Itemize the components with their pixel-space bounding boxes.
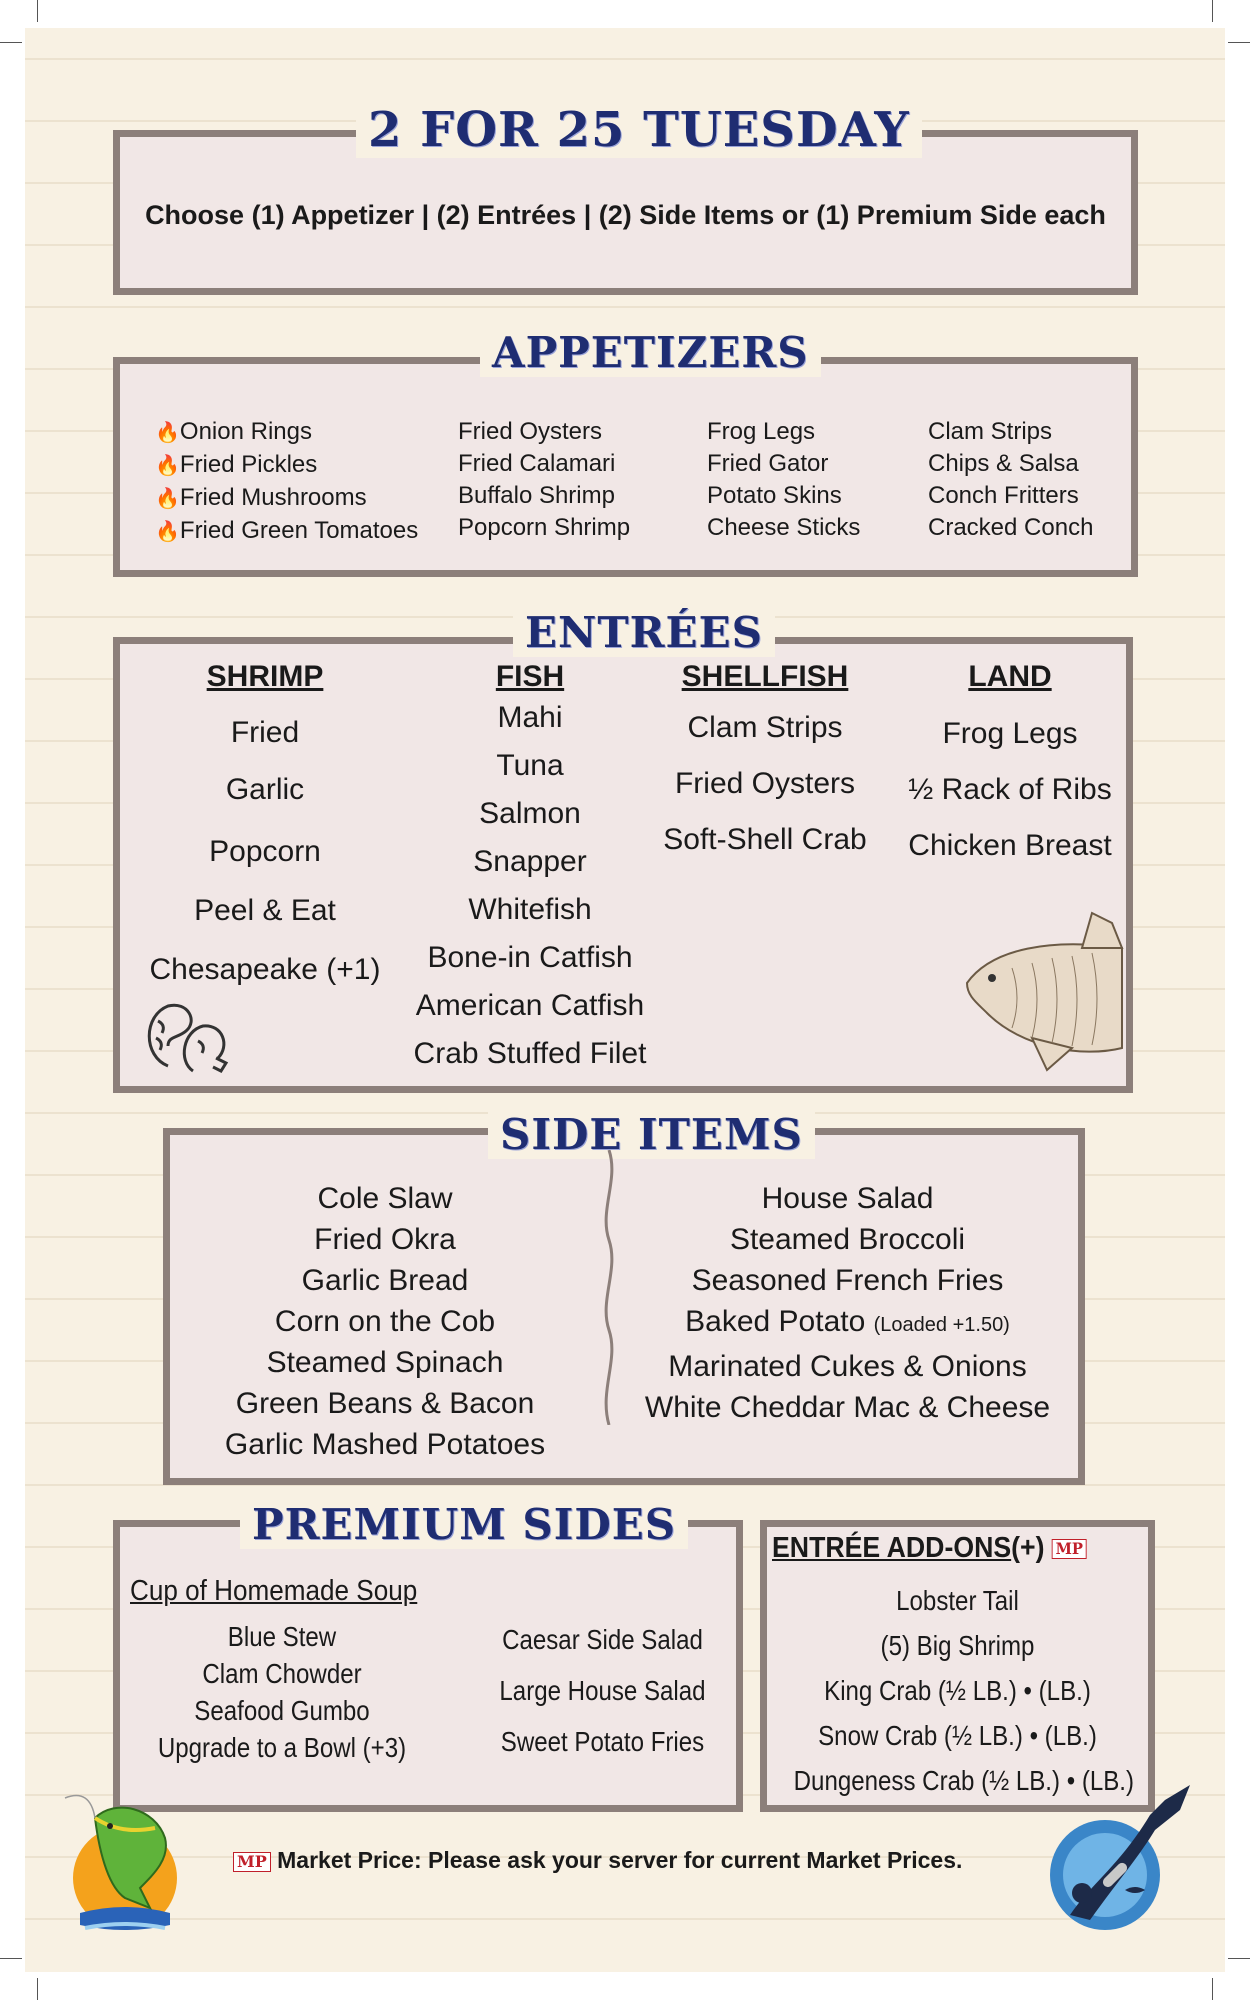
flame-icon: 🔥 <box>155 488 180 510</box>
list-item: Garlic Mashed Potatoes <box>224 1428 546 1461</box>
list-item: Clam Strips <box>687 711 843 744</box>
fish-icon <box>962 908 1127 1073</box>
list-item: Conch Fritters <box>928 482 1079 509</box>
list-item: Dungeness Crab (½ LB.) • (LB.) <box>793 1765 1135 1796</box>
shrimp-header: SHRIMP <box>206 660 324 693</box>
list-item: Crab Stuffed Filet <box>413 1037 647 1070</box>
list-item: Garlic <box>225 773 305 806</box>
list-item: Tuna <box>496 749 564 782</box>
promo-subtitle: Choose (1) Appetizer | (2) Entrées | (2) Side Items or (1) Premium Side each <box>145 200 1106 230</box>
land-header: LAND <box>968 660 1052 693</box>
list-item: Fried Oysters <box>674 767 856 800</box>
appetizers-title: APPETIZERS <box>480 328 821 377</box>
crop-mark <box>0 1958 22 1959</box>
list-item: 🔥Fried Mushrooms <box>155 484 367 511</box>
list-item: Snapper <box>473 845 587 878</box>
list-item: King Crab (½ LB.) • (LB.) <box>824 1675 1091 1706</box>
scuba-diver-logo <box>1030 1775 1200 1940</box>
crop-mark <box>37 0 38 22</box>
list-item: Lobster Tail <box>896 1585 1019 1616</box>
addons-title: ENTRÉE ADD-ONS <box>772 1532 1012 1564</box>
list-item: Whitefish <box>468 893 592 926</box>
appetizer-column-2 <box>458 416 630 544</box>
entrees-title: ENTRÉES <box>513 608 775 657</box>
list-item: Baked Potato (Loaded +1.50) <box>685 1305 1010 1338</box>
market-price-note: Market Price: Please ask your server for current Market Prices. <box>277 1847 963 1873</box>
sides-left-column <box>195 1178 575 1465</box>
shellfish-header: SHELLFISH <box>681 660 849 693</box>
addons-suffix: (+) <box>1011 1532 1045 1564</box>
wavy-divider <box>597 1150 621 1425</box>
flame-icon: 🔥 <box>155 455 180 477</box>
list-item: Clam Chowder <box>202 1658 362 1689</box>
list-item: American Catfish <box>415 989 645 1022</box>
crop-mark <box>1212 1978 1213 2000</box>
list-item: Clam Strips <box>928 418 1053 445</box>
land-column <box>890 660 1130 874</box>
list-item: Steamed Broccoli <box>729 1223 966 1256</box>
list-item: Popcorn Shrimp <box>458 514 631 541</box>
soup-list <box>122 1618 442 1766</box>
list-item: Corn on the Cob <box>274 1305 496 1338</box>
list-item: Popcorn <box>209 835 321 868</box>
list-item: Bone-in Catfish <box>427 941 633 974</box>
premium-others-list <box>440 1614 765 1767</box>
crop-mark <box>1212 0 1213 22</box>
list-item: Frog Legs <box>707 418 816 445</box>
list-item: Fried <box>230 716 300 749</box>
list-item: Seafood Gumbo <box>194 1695 370 1726</box>
list-item: Fried Calamari <box>458 450 616 477</box>
fish-header: FISH <box>495 660 565 693</box>
crop-mark <box>1228 1958 1250 1959</box>
market-price-note-row <box>233 1847 962 1874</box>
list-item: Chicken Breast <box>908 829 1112 862</box>
list-item: 🔥Fried Green Tomatoes <box>155 517 419 544</box>
list-item: Cheese Sticks <box>707 514 861 541</box>
list-item: Mahi <box>497 701 563 734</box>
flame-icon: 🔥 <box>155 521 180 543</box>
mp-badge: MP <box>233 1852 271 1872</box>
list-item: (5) Big Shrimp <box>880 1630 1035 1661</box>
appetizer-column-3 <box>707 416 860 544</box>
list-item: Buffalo Shrimp <box>458 482 615 509</box>
list-item: Fried Okra <box>314 1223 456 1256</box>
list-item: Snow Crab (½ LB.) • (LB.) <box>818 1720 1097 1751</box>
loaded-note: (Loaded +1.50) <box>873 1314 1010 1336</box>
flame-icon: 🔥 <box>155 422 180 444</box>
promo-title: 2 FOR 25 TUESDAY <box>356 102 922 158</box>
shrimp-icon <box>138 996 233 1081</box>
list-item: Seasoned French Fries <box>691 1264 1004 1297</box>
list-item: Steamed Spinach <box>266 1346 504 1379</box>
fish-column <box>395 660 665 1078</box>
crop-mark <box>37 1978 38 2000</box>
list-item: Cole Slaw <box>317 1182 453 1215</box>
mp-badge: MP <box>1052 1539 1087 1559</box>
list-item: Garlic Bread <box>301 1264 469 1297</box>
shellfish-column <box>640 660 890 868</box>
list-item: Chesapeake (+1) <box>149 953 381 986</box>
shrimp-column <box>135 660 395 987</box>
mahi-fish-logo <box>55 1778 195 1943</box>
list-item: Large House Salad <box>499 1675 706 1706</box>
addons-header <box>772 1532 1087 1565</box>
appetizer-column-4 <box>928 416 1093 544</box>
crop-mark <box>1228 42 1250 43</box>
appetizer-column-1 <box>155 416 418 548</box>
list-item: Marinated Cukes & Onions <box>668 1350 1027 1383</box>
list-item: 🔥Fried Pickles <box>155 451 318 478</box>
premium-title: PREMIUM SIDES <box>240 1500 688 1549</box>
list-item: Fried Oysters <box>458 418 603 445</box>
list-item: Chips & Salsa <box>928 450 1079 477</box>
list-item: Frog Legs <box>942 717 1078 750</box>
list-item: Cracked Conch <box>928 514 1094 541</box>
list-item: Fried Gator <box>707 450 829 477</box>
sides-title: SIDE ITEMS <box>488 1110 815 1159</box>
list-item: Sweet Potato Fries <box>500 1726 705 1757</box>
list-item: Blue Stew <box>227 1621 337 1652</box>
list-item: Peel & Eat <box>194 894 336 927</box>
list-item: 🔥Onion Rings <box>155 418 312 445</box>
list-item: Green Beans & Bacon <box>235 1387 535 1420</box>
list-item: Upgrade to a Bowl (+3) <box>157 1732 407 1763</box>
list-item: Soft-Shell Crab <box>663 823 867 856</box>
soup-header: Cup of Homemade Soup <box>130 1575 418 1607</box>
list-item: Caesar Side Salad <box>502 1624 703 1655</box>
sides-right-column <box>630 1178 1065 1428</box>
list-item: White Cheddar Mac & Cheese <box>644 1391 1051 1424</box>
crop-mark <box>0 42 22 43</box>
list-item: Potato Skins <box>707 482 842 509</box>
addons-list <box>767 1578 1148 1803</box>
list-item: House Salad <box>761 1182 934 1215</box>
list-item: Salmon <box>479 797 581 830</box>
list-item: ½ Rack of Ribs <box>908 773 1112 806</box>
